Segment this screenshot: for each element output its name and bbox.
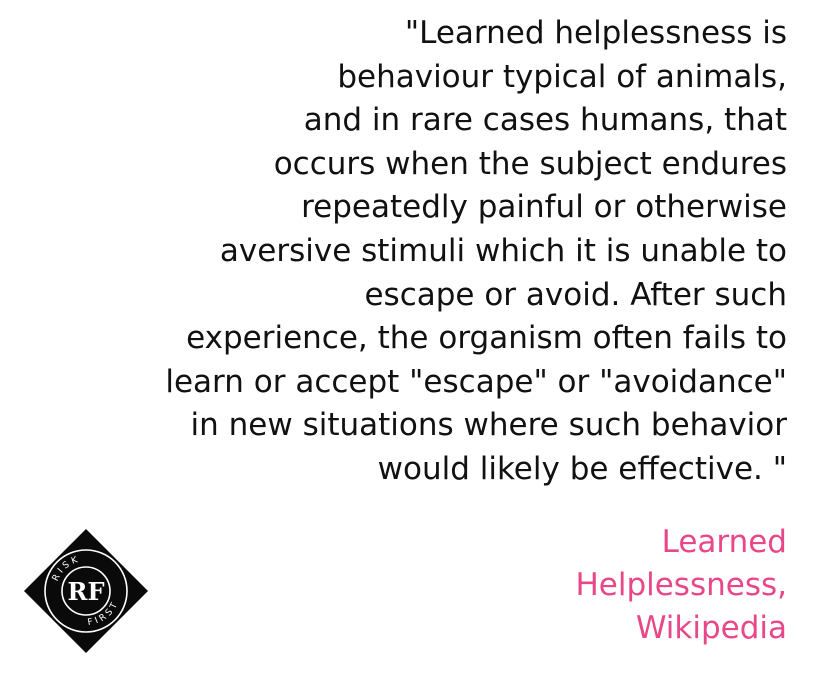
quote-line: would likely be effective. " [377,450,787,487]
source-line: Learned [661,524,787,560]
quote-line: escape or avoid. After such [364,276,787,313]
quote-line: occurs when the subject endures [273,145,787,182]
quote-line: repeatedly painful or otherwise [301,189,787,226]
quote-line: experience, the organism often fails to [186,320,787,357]
risk-first-logo-icon [22,527,150,655]
quote-line: behaviour typical of animals, [337,58,787,95]
quote-line: "Learned helplessness is [404,15,787,51]
source-line: Wikipedia [635,610,787,646]
logo-monogram: RF [67,577,105,606]
quote-line: and in rare cases humans, that [303,102,787,139]
quote-source [575,521,787,650]
quote-text [7,12,787,492]
source-line: Helplessness, [575,567,787,603]
risk-first-logo-icon [22,527,150,655]
logo-ring-text-top: RISK [50,554,82,583]
quote-line: aversive stimuli which it is unable to [219,232,787,269]
logo-ring-text-bottom: FIRST [86,598,122,629]
quote-line: learn or accept "escape" or "avoidance" [165,363,787,400]
quote-line: in new situations where such behavior [190,407,787,444]
